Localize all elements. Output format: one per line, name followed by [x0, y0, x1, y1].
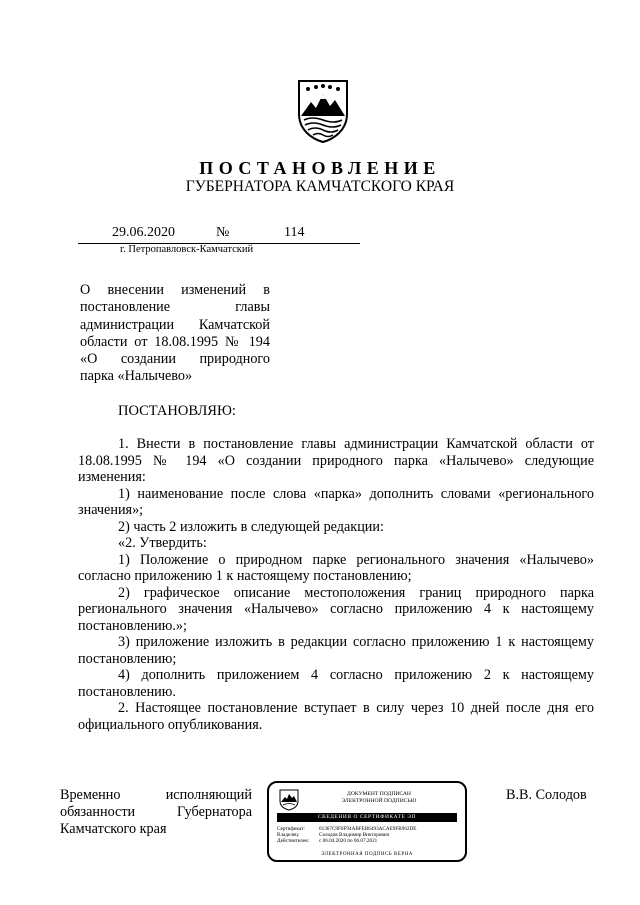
document-subtitle: ГУБЕРНАТОРА КАМЧАТСКОГО КРАЯ [185, 178, 455, 195]
document-subject [80, 282, 270, 386]
document-number: 114 [284, 225, 305, 240]
date-number-line [78, 225, 360, 244]
subject-line: О внесении изменений в [80, 282, 270, 298]
coat-of-arms-icon [279, 789, 299, 811]
stamp-details [277, 826, 416, 845]
position-line: Временно исполняющий [60, 787, 252, 803]
document-body [78, 436, 594, 733]
body-paragraph: 2) графическое описание местоположения границ природного парка регионального значения «Налычево» согласно приложению 4 к настоящему постановлению.»; [78, 584, 594, 634]
body-paragraph: 1) Положение о природном парке регионального значения «Налычево» согласно приложению 1 к настоящему постановлению; [78, 551, 594, 584]
body-paragraph: 4) дополнить приложением 4 согласно приложению 2 к настоящему постановлению. [78, 667, 594, 700]
coat-of-arms-icon [296, 78, 350, 144]
subject-line: постановление главы [80, 299, 270, 316]
signatory-name: В.В. Солодов [506, 787, 587, 803]
body-paragraph: «2. Утвердить: [118, 535, 207, 551]
subject-line: «О создании природного [80, 351, 270, 368]
signatory-position [60, 787, 252, 838]
stamp-certificate-bar: СВЕДЕНИЯ О СЕРТИФИКАТЕ ЭП [277, 813, 457, 822]
stamp-row-key: Действителен: [277, 838, 310, 845]
stamp-row [277, 838, 416, 844]
body-paragraph: 3) приложение изложить в редакции согласно приложению 1 к настоящему постановлению; [78, 634, 594, 667]
stamp-header [309, 791, 449, 805]
stamp-row-key: Владелец: [277, 832, 300, 839]
subject-line: парка «Налычево» [80, 368, 193, 385]
body-paragraph: 2. Настоящее постановление вступает в силу через 10 дней после дня его официального опубликования. [78, 700, 594, 733]
position-line: Камчатского края [60, 821, 167, 837]
document-date: 29.06.2020 [112, 225, 175, 240]
stamp-header-line: ЭЛЕКТРОННОЙ ПОДПИСЬЮ [341, 798, 417, 804]
stamp-row-value: Солодов Владимир Викторович [319, 832, 390, 839]
number-sign: № [216, 225, 230, 240]
document-title: ПОСТАНОВЛЕНИЕ [199, 158, 441, 178]
position-line: обязанности Губернатора [60, 804, 252, 820]
electronic-signature-stamp [267, 781, 467, 862]
stamp-row-value: с 06.04.2020 по 06.07.2021 [319, 838, 378, 845]
decree-word: ПОСТАНОВЛЯЮ: [118, 403, 236, 419]
subject-line: области от 18.08.1995 № 194 [80, 333, 270, 350]
body-paragraph: 1. Внести в постановление главы администрации Камчатской области от 18.08.1995 № 194 «О создании природного парка «Налычево» следующие изменения: [78, 436, 594, 485]
document-city: г. Петропавловск-Камчатский [120, 244, 254, 255]
stamp-footer: ЭЛЕКТРОННАЯ ПОДПИСЬ ВЕРНА [321, 852, 413, 857]
stamp-row-value: 01367C9F0F94ABFEB6493ACAE9FB962DE [319, 826, 417, 832]
body-paragraph: 1) наименование после слова «парка» дополнить словами «регионального значения»; [78, 485, 594, 518]
stamp-header-line: ДОКУМЕНТ ПОДПИСАН [347, 791, 411, 797]
stamp-row-key: Сертификат: [277, 826, 305, 832]
body-paragraph: 2) часть 2 изложить в следующей редакции: [118, 518, 384, 535]
subject-line: администрации Камчатской [80, 316, 270, 333]
